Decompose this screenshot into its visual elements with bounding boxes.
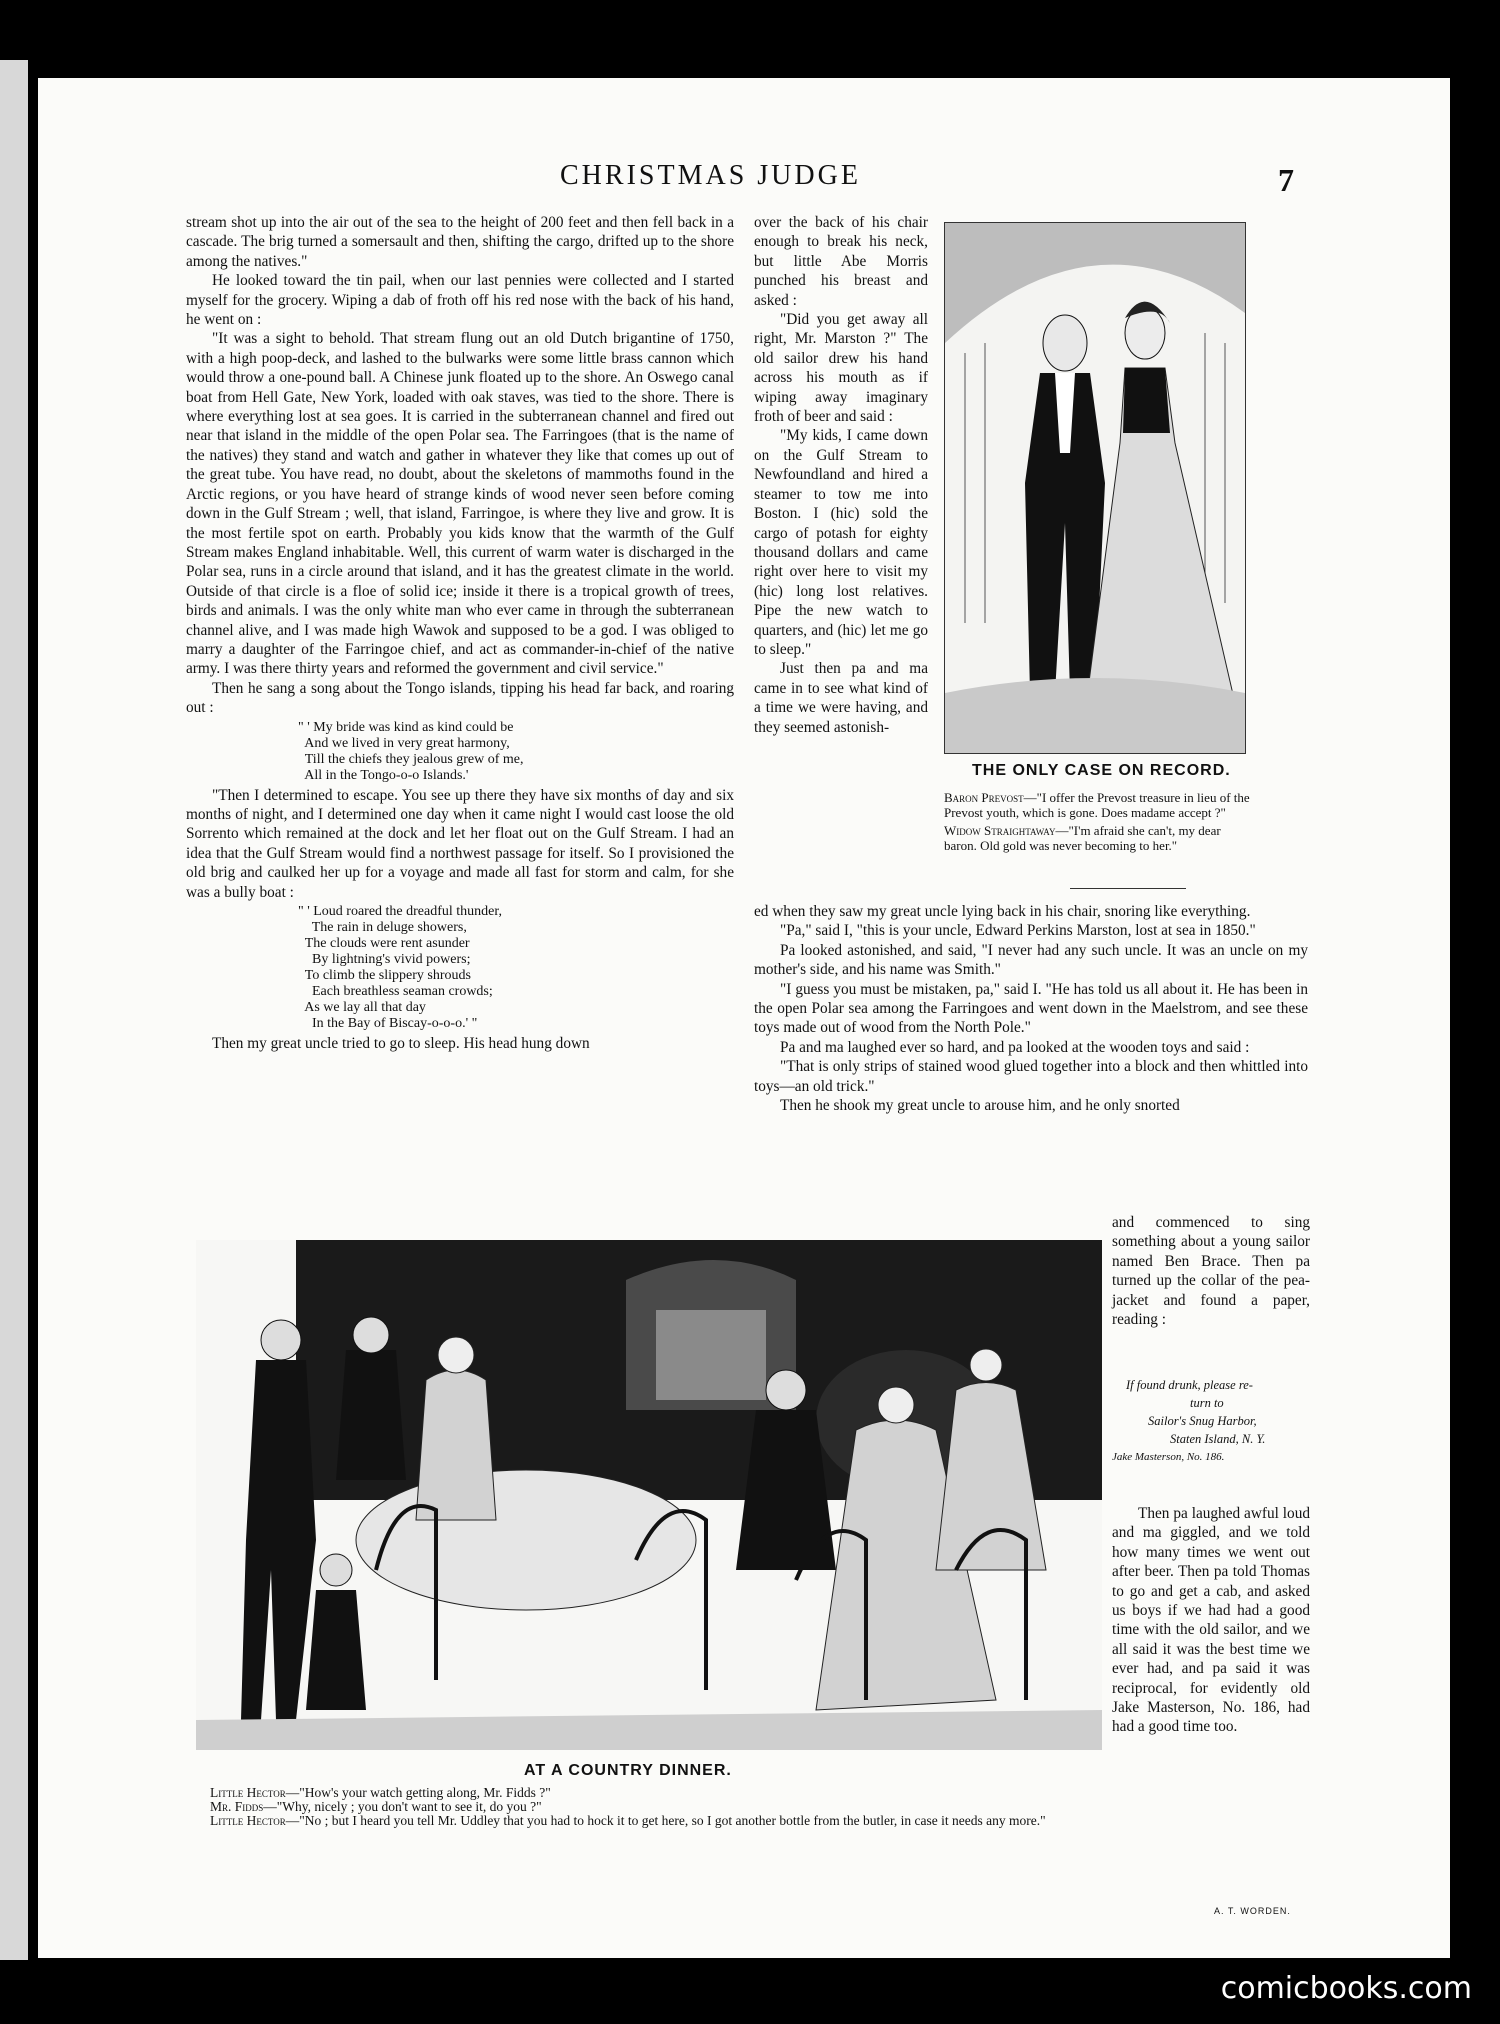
- caption-divider: [1070, 888, 1186, 889]
- verse-line: As we lay all that day: [298, 1000, 426, 1015]
- right-narrow-column: [1112, 1213, 1310, 1329]
- paragraph: Then my great uncle tried to go to sleep. His head hung down: [212, 1035, 590, 1052]
- paragraph: stream shot up into the air out of the sea to the height of 200 feet and then fell back in a cascade. The brig turned a somersault and then, shifting the cargo, drifted up to the shore among the natives.": [186, 214, 734, 270]
- verse-line: By lightning's vivid powers;: [298, 952, 471, 967]
- paragraph: "Did you get away all right, Mr. Marston ?" The old sailor drew his hand across his mouth as if wiping away imaginary froth of beer and said :: [754, 311, 928, 426]
- note-line: turn to: [1190, 1396, 1224, 1410]
- paragraph: Then he sang a song about the Tongo islands, tipping his head far back, and roaring out :: [186, 679, 734, 717]
- verse-line: The clouds were rent asunder: [298, 936, 470, 951]
- right-narrow-column-continued: [1112, 1504, 1310, 1737]
- caption-speaker: Mr. Fidds—: [210, 1799, 277, 1814]
- caption-dialogue: "I offer the Prevost treasure in lieu of the Prevost youth, which is gone. Does madame accept ?": [944, 790, 1250, 820]
- author-signature: A. T. WORDEN.: [1214, 1906, 1291, 1916]
- caption-line: [944, 790, 1250, 820]
- caption-line: [210, 1800, 1110, 1814]
- note-line: Staten Island, N. Y.: [1170, 1432, 1266, 1446]
- verse-line: Each breathless seaman crowds;: [298, 984, 493, 999]
- paragraph: "Then I determined to escape. You see up there they have six months of day and six months of night, and I determined one day when it came night I would cast loose the old Sorrento which remained at the dock and let her float out on the Gulf Stream. I had an idea that the Gulf Stream would find a northwest passage for itself. So I provisioned the old brig and caulked her up for a voyage and made all fast for storm and calm, for she was a bully boat :: [186, 786, 734, 901]
- paragraph: Just then pa and ma came in to see what kind of a time we were having, and they seemed astonish-: [754, 660, 928, 736]
- caption-speaker: Widow Straightaway—: [944, 823, 1069, 838]
- song-verse: [186, 720, 734, 784]
- paragraph: "Pa," said I, "this is your uncle, Edward Perkins Marston, lost at sea in 1850.": [780, 922, 1256, 940]
- note-line: Sailor's Snug Harbor,: [1148, 1414, 1257, 1428]
- caption-dialogue: "I'm afraid she can't, my dear baron. Old gold was never becoming to her.": [944, 823, 1221, 853]
- verse-line: Till the chiefs they jealous grew of me,: [298, 751, 524, 767]
- paragraph: over the back of his chair enough to break his neck, but little Abe Morris punched his breast and asked :: [754, 214, 928, 309]
- cartoon-title: THE ONLY CASE ON RECORD.: [972, 762, 1231, 779]
- caption-speaker: Little Hector—: [210, 1813, 300, 1828]
- paragraph: and commenced to sing something about a young sailor named Ben Brace. Then pa turned up the collar of the pea-jacket and found a paper, reading :: [1112, 1214, 1310, 1329]
- verse-line: The rain in deluge showers,: [298, 920, 467, 935]
- paragraph: "It was a sight to behold. That stream flung out an old Dutch brigantine of 1750, with a high poop-deck, and lashed to the bulwarks were some little brass cannon which would throw a one-pound ball. A Chinese junk floated up to the shore. An Oswego canal boat from Hell Gate, New York, loaded with oak staves, was tied to the shore. There is where everything lost at sea goes. It is carried in the subterranean channel and fired out near that island in the middle of the open Polar sea. The Farringoes (that is the name of the natives) they stand and watch and gather in whatever they like that comes up out of the great tube. You have read, no doubt, about the skeletons of mammoths found in the Arctic regions, or you have heard of strange kinds of wood never seen before coming down in the Gulf Stream ; well, that island, Farringoe, is where they live and grow. It is the most fertile spot on earth. Probably you kids know that the warmth of the Gulf Stream makes England inhabitable. Well, this current of warm water is discharged in the Polar sea, runs in a circle around that island, and it has the greatest climate in the world. Outside of that circle is a floe of solid ice; inside it there is a tropical growth of trees, birds and animals. I was the only white man who ever came in through the subterranean channel alive, and I was made high Wawok and supposed to be a god. I was obliged to marry a daughter of the Farringoe chief, and act as commander-in-chief of the native army. I was there thirty years and reformed the government and civil service.": [186, 330, 734, 678]
- note-line: Jake Masterson, No. 186.: [1112, 1451, 1225, 1463]
- verse-line: To climb the slippery shrouds: [298, 968, 471, 983]
- verse-line: All in the Tongo-o-o Islands.': [298, 767, 469, 783]
- cartoon-caption: [944, 790, 1250, 853]
- caption-dialogue: "How's your watch getting along, Mr. Fidds ?": [299, 1785, 551, 1800]
- cartoon-title: AT A COUNTRY DINNER.: [524, 1762, 732, 1779]
- site-watermark: comicbooks.com: [1220, 1971, 1472, 2006]
- page-header-title: CHRISTMAS JUDGE: [560, 160, 861, 191]
- paragraph: He looked toward the tin pail, when our last pennies were collected and I started myself for the grocery. Wiping a dab of froth off his red nose with the back of his hand, he went on :: [186, 272, 734, 329]
- song-verse: [186, 904, 734, 1032]
- caption-line: [210, 1786, 1110, 1800]
- couple-illustration: [945, 223, 1245, 753]
- note-line: If found drunk, please re-: [1126, 1378, 1253, 1392]
- paragraph: "I guess you must be mistaken, pa," said I. "He has told us all about it. He has been in the open Polar sea among the Farringoes and went down in the Maelstrom, and see these toys made out of wood from the North Pole.": [754, 980, 1308, 1037]
- page-number: 7: [1278, 162, 1294, 198]
- caption-line: [944, 823, 1250, 853]
- verse-line: In the Bay of Biscay-o-o-o.' ": [298, 1016, 478, 1031]
- caption-line: [210, 1814, 1110, 1828]
- adjacent-page-edge: [0, 60, 28, 1960]
- cartoon-the-only-case-on-record: [944, 222, 1246, 754]
- verse-line: And we lived in very great harmony,: [298, 735, 510, 751]
- verse-line: " ' Loud roared the dreadful thunder,: [298, 904, 502, 919]
- found-note: [1112, 1376, 1316, 1466]
- caption-dialogue: "No ; but I heard you tell Mr. Uddley that you had to hock it to get here, so I got another bottle from the butler, in case it needs any more.": [299, 1813, 1046, 1828]
- left-text-column: [186, 213, 734, 1053]
- paragraph: Then he shook my great uncle to arouse him, and he only snorted: [780, 1097, 1180, 1115]
- middle-text-column: [754, 213, 928, 737]
- verse-line: " ' My bride was kind as kind could be: [298, 719, 514, 735]
- caption-speaker: Baron Prevost—: [944, 790, 1037, 805]
- paragraph: Then pa laughed awful loud and ma giggled, and we told how many times we went out after beer. Then pa told Thomas to go and get a cab, and asked us boys if we had had a good time with the old sailor, and we all said it was the best time we ever had, and pa said it was reciprocal, for evidently old Jake Masterson, No. 186, had had a good time too.: [1112, 1505, 1310, 1736]
- wide-text-block: [754, 902, 1308, 1115]
- paragraph: "That is only strips of stained wood glued together into a block and then whittled into toys—an old trick.": [754, 1058, 1308, 1095]
- paragraph: "My kids, I came down on the Gulf Stream to Newfoundland and hired a steamer to tow me into Boston. I (hic) sold the cargo of potash for eighty thousand dollars and came right over here to visit my (hic) long lost relatives. Pipe the new watch to quarters, and (hic) let me go to sleep.": [754, 427, 928, 658]
- paragraph: ed when they saw my great uncle lying back in his chair, snoring like everything.: [754, 903, 1251, 920]
- cartoon-caption: [210, 1786, 1110, 1828]
- caption-speaker: Little Hector—: [210, 1785, 300, 1800]
- paragraph: Pa and ma laughed ever so hard, and pa looked at the wooden toys and said :: [780, 1038, 1250, 1056]
- caption-dialogue: "Why, nicely ; you don't want to see it, do you ?": [276, 1799, 542, 1814]
- cartoon-at-a-country-dinner: [196, 1240, 1102, 1750]
- paragraph: Pa looked astonished, and said, "I never had any such uncle. It was an uncle on my mother's side, and his name was Smith.": [754, 941, 1308, 979]
- dinner-party-illustration: [196, 1240, 1102, 1750]
